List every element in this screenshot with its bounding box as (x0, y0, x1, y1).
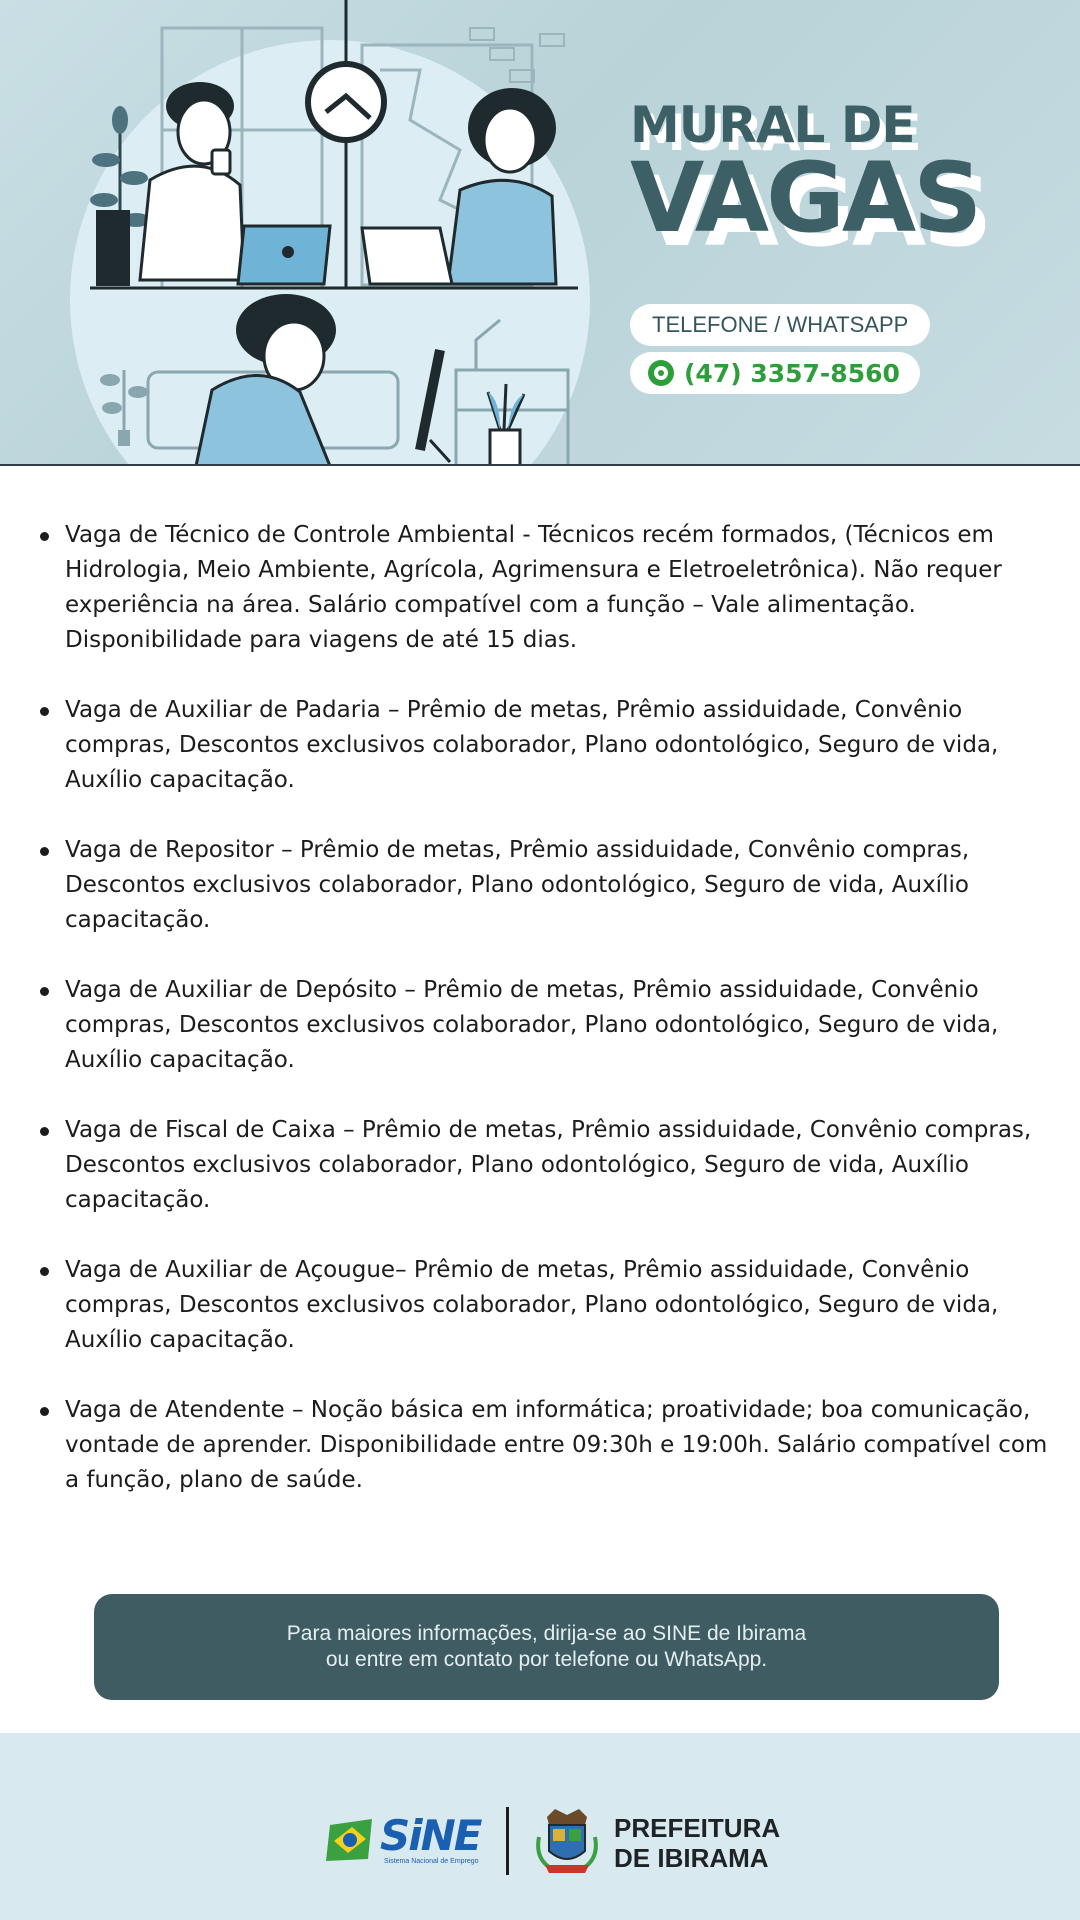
office-workers-illustration (0, 0, 600, 466)
ibirama-crest-icon (535, 1807, 599, 1875)
title-line-1: MURAL DE (630, 96, 915, 154)
sine-name: SiNE (380, 1811, 481, 1860)
list-item (38, 518, 1068, 658)
bullet-icon (40, 532, 49, 541)
bullet-icon (40, 1267, 49, 1276)
whatsapp-icon (648, 360, 674, 386)
prefeitura-line-2: DE IBIRAMA (614, 1843, 769, 1873)
job-text: Vaga de Fiscal de Caixa – Prêmio de metas, Prêmio assiduidade, Convênio compras, Descontos exclusivos colaborador, Plano odontológico, Seguro de vida, Auxílio capacitação. (65, 1117, 1032, 1213)
header-banner (0, 0, 1080, 466)
footer-divider (506, 1807, 509, 1875)
phone-pill[interactable] (630, 352, 920, 394)
prefeitura-line-1: PREFEITURA (614, 1813, 781, 1843)
list-item (38, 1393, 1068, 1498)
bullet-icon (40, 987, 49, 996)
bullet-icon (40, 707, 49, 716)
job-text: Vaga de Repositor – Prêmio de metas, Prêmio assiduidade, Convênio compras, Descontos exclusivos colaborador, Plano odontológico, Seguro de vida, Auxílio capacitação. (65, 837, 970, 933)
job-text: Vaga de Atendente – Noção básica em informática; proatividade; boa comunicação, vontade de aprender. Disponibilidade entre 09:30h e 19:00h. Salário compatível com a função, plano de saúde. (65, 1397, 1048, 1493)
list-item (38, 1253, 1068, 1358)
list-item (38, 973, 1068, 1078)
brazil-flag-icon (326, 1817, 376, 1863)
bullet-icon (40, 847, 49, 856)
bullet-icon (40, 1127, 49, 1136)
job-text: Vaga de Auxiliar de Padaria – Prêmio de metas, Prêmio assiduidade, Convênio compras, Descontos exclusivos colaborador, Plano odontológico, Seguro de vida, Auxílio capacitação. (65, 697, 999, 793)
job-list (38, 518, 1068, 1533)
list-item (38, 1113, 1068, 1218)
contact-label: TELEFONE / WHATSAPP (630, 304, 930, 346)
prefeitura-name (614, 1813, 780, 1873)
info-line-1: Para maiores informações, dirija-se ao SINE de Ibirama (286, 1622, 807, 1645)
bullet-icon (40, 1407, 49, 1416)
list-item (38, 833, 1068, 938)
sine-subtitle: Sistema Nacional de Emprego (384, 1858, 479, 1865)
phone-number[interactable]: (47) 3357-8560 (684, 358, 900, 388)
info-line-2: ou entre em contato por telefone ou WhatsApp. (325, 1648, 768, 1671)
title-line-2: VAGAS (630, 142, 980, 254)
info-box (94, 1594, 999, 1700)
list-item (38, 693, 1068, 798)
title-block (630, 96, 1050, 254)
job-text: Vaga de Auxiliar de Açougue– Prêmio de metas, Prêmio assiduidade, Convênio compras, Descontos exclusivos colaborador, Plano odontológico, Seguro de vida, Auxílio capacitação. (65, 1257, 999, 1353)
sine-logo (326, 1811, 481, 1871)
job-text: Vaga de Técnico de Controle Ambiental - Técnicos recém formados, (Técnicos em Hidrologia, Meio Ambiente, Agrícola, Agrimensura e Eletroeletrônica). Não requer experiência na área. Salário compatível com a função – Vale alimentação. Disponibilidade para viagens de até 15 dias. (65, 522, 1002, 653)
footer (0, 1733, 1080, 1920)
job-text: Vaga de Auxiliar de Depósito – Prêmio de metas, Prêmio assiduidade, Convênio compras, Descontos exclusivos colaborador, Plano odontológico, Seguro de vida, Auxílio capacitação. (65, 977, 999, 1073)
